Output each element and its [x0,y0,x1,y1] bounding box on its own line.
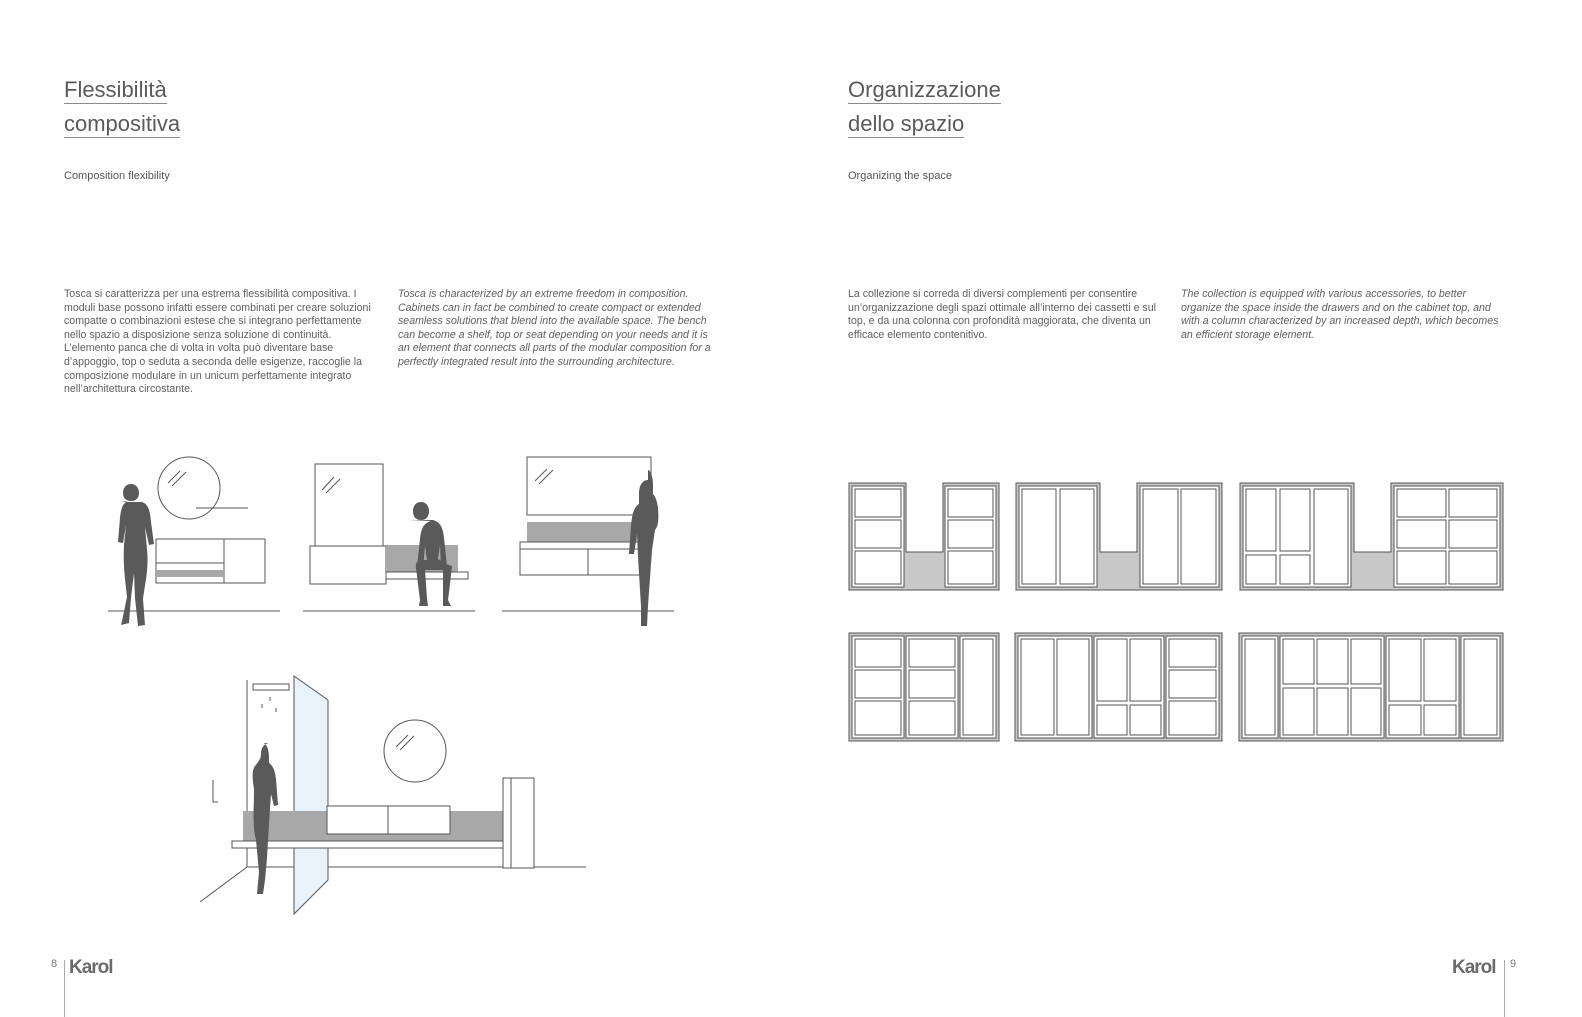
left-text-english: Tosca is characterized by an extreme freedom in composition. Cabinets can in fact be combined to create compact or extended seamless solutions that blend into the available space. The bench can become a shelf, top or seat depending on your needs and it is an element that connects all parts of the modular composition for a perfectly integrated result into the surrounding architecture. [398,288,711,368]
left-page-number: 8 [51,958,58,970]
scene-perspective-room [200,676,586,914]
right-text-english: The collection is equipped with various accessories, to better organize the space inside the drawers and on the cabinet top, and with a column characterized by an increased depth, which becomes an efficient storage element. [1181,288,1499,341]
left-brand-logo: Karol [69,957,113,978]
organizer-row1-c [1240,483,1503,590]
left-subtitle: Composition flexibility [64,170,170,182]
organizer-row1-b [1016,483,1222,590]
right-brand-logo: Karol [1452,957,1496,978]
woman-silhouette [118,484,154,626]
right-page-number: 9 [1510,958,1517,970]
right-title-line1: Organizzazione [848,77,1001,102]
left-text-italian: Tosca si caratterizza per una estrema flessibilità compositiva. I moduli base possono infatti essere combinati per creare soluzioni compatte o combinazioni estese che si integrano perfettamente nello spazio a disposizione senza soluzione di continuità. L’elemento panca che di volta in volta può diventare base d’appoggio, top o seduta a seconda delle esigenze, raccoglie la composizione modulare in un unicum perfettamente integrato nell’architettura circostante. [64,288,371,396]
scene-man-bench [303,464,475,611]
drawer-organizer-diagrams [849,483,1503,741]
organizer-row2-b [1015,633,1222,741]
right-title-line2: dello spazio [848,111,965,136]
right-subtitle: Organizing the space [848,170,952,182]
right-text-italian: La collezione si correda di diversi complementi per consentire un’organizzazione degli spazi ottimale all’interno dei cassetti e sul top, e da una colonna con profondità maggiorata, che diventa un efficace elemento contenitivo. [848,288,1156,341]
organizer-row1-a [849,483,999,590]
organizer-row2-c [1239,633,1503,741]
left-title-line2: compositiva [64,111,181,136]
scene-woman-mirror-cabinet [108,457,280,626]
scene-woman-mirror-bench [502,457,674,626]
woman-silhouette-2 [629,470,658,626]
organizer-row2-a [849,633,999,741]
left-title-line1: Flessibilità [64,77,167,102]
